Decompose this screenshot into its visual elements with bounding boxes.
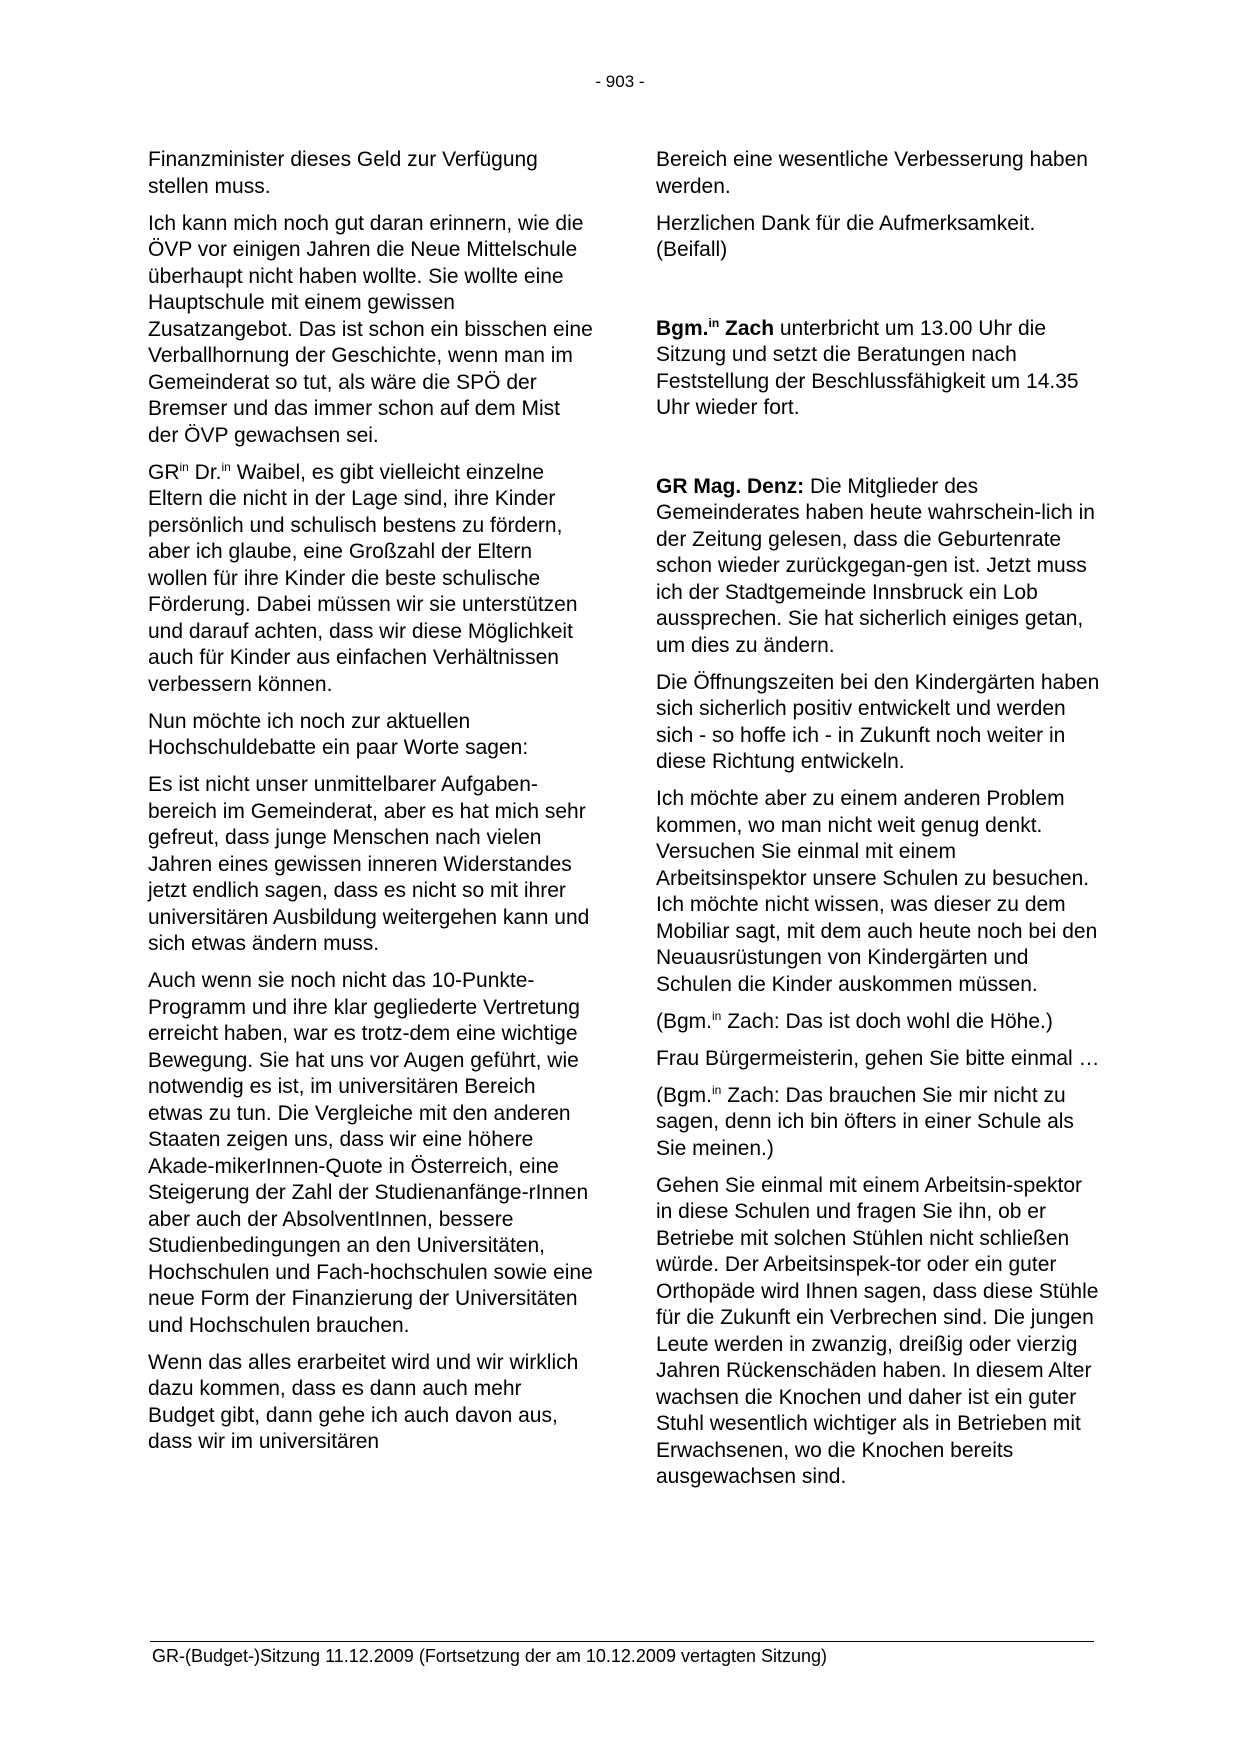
left-column bbox=[148, 147, 593, 1466]
text: Zach: Das brauchen Sie mir nicht zu sagen, denn ich bin öfters in einer Schule als Sie meinen.) bbox=[656, 1083, 1074, 1160]
paragraph: Nun möchte ich noch zur aktuellen Hochschuldebatte ein paar Worte sagen: bbox=[148, 709, 529, 759]
paragraph: Auch wenn sie noch nicht das 10-Punkte-Programm und ihre klar gegliederte Vertretung erreicht haben, war es trotz-dem eine wichtige Bewegung. Sie hat uns vor Augen geführt, wie notwendig es ist, im universitären Bereich etwas zu tun. Die Vergleiche mit den anderen Staaten zeigen uns, dass wir eine höhere Akade-mikerInnen-Quote in Österreich, eine Steigerung der Zahl der Studienanfänge-rInnen aber auch der AbsolventInnen, bessere Studienbedingungen an den Universitäten, Hochschulen und Fach-hochschulen sowie eine neue Form der Finanzierung der Universitäten und Hochschulen brauchen. bbox=[148, 969, 593, 1337]
text: Zach: Das ist doch wohl die Höhe.) bbox=[721, 1009, 1053, 1033]
text: Waibel, es gibt vielleicht einzelne Eltern die nicht in der Lage sind, ihre Kinder persönlich und schulisch bestens zu fördern, aber ich glaube, eine Großzahl der Eltern wollen für ihre Kinder die beste schulische Förderung. Dabei müssen wir sie unterstützen und darauf achten, dass wir diese Möglichkeit auch für Kinder aus einfachen Verhältnissen verbessern können. bbox=[148, 460, 578, 696]
paragraph: Gehen Sie einmal mit einem Arbeitsin-spektor in diese Schulen und fragen Sie ihn, ob er Betriebe mit solchen Stühlen nicht schließen würde. Der Arbeitsinspek-tor oder ein guter Orthopäde wird Ihnen sagen, dass diese Stühle für die Zukunft ein Verbrechen sind. Die jungen Leute werden in zwanzig, dreißig oder vierzig Jahren Rückenschäden haben. In diesem Alter wachsen die Knochen und daher ist ein guter Stuhl wesentlich wichtiger als in Betrieben mit Erwachsenen, wo die Knochen bereits ausgewachsen sind. bbox=[656, 1173, 1099, 1488]
superscript: in bbox=[708, 315, 720, 330]
page-number: - 903 - bbox=[595, 72, 645, 91]
text: GR bbox=[148, 460, 180, 484]
text: (Bgm. bbox=[656, 1083, 713, 1107]
paragraph: Herzlichen Dank für die Aufmerksamkeit. (Beifall) bbox=[656, 211, 1036, 261]
paragraph-address-waibel bbox=[148, 460, 593, 699]
text: unterbricht um 13.00 Uhr die Sitzung und setzt die Beratungen nach Feststellung der Beschlussfähigkeit um 14.35 Uhr wieder fort. bbox=[656, 316, 1079, 419]
paragraph: Ich kann mich noch gut daran erinnern, wie die ÖVP vor einigen Jahren die Neue Mittelschule überhaupt nicht haben wollte. Sie wollte eine Hauptschule mit einem gewissen Zusatzangebot. Das ist schon ein bisschen eine Verballhornung der Geschichte, wenn man im Gemeinderat so tut, als wäre die SPÖ der Bremser und das immer schon auf dem Mist der ÖVP gewachsen sei. bbox=[148, 211, 593, 447]
superscript: in bbox=[712, 1082, 722, 1097]
paragraph: Die Öffnungszeiten bei den Kindergärten haben sich sicherlich positiv entwickelt und werden sich - so hoffe ich - in Zukunft noch weiter in diese Richtung entwickeln. bbox=[656, 670, 1100, 773]
interjection bbox=[656, 1083, 1101, 1163]
paragraph: Bereich eine wesentliche Verbesserung haben werden. bbox=[656, 148, 1088, 198]
footer: GR-(Budget-)Sitzung 11.12.2009 (Fortsetzung der am 10.12.2009 vertagten Sitzung) bbox=[152, 1646, 828, 1666]
right-column bbox=[656, 147, 1101, 1501]
speaker-name: GR Mag. Denz: bbox=[656, 474, 805, 498]
footer-divider bbox=[150, 1641, 1094, 1642]
session-break-note bbox=[656, 316, 1101, 422]
paragraph: Finanzminister dieses Geld zur Verfügung stellen muss. bbox=[148, 148, 538, 198]
speaker-name: Bgm. bbox=[656, 316, 709, 340]
superscript: in bbox=[221, 459, 231, 474]
paragraph: Es ist nicht unser unmittelbarer Aufgaben-bereich im Gemeinderat, aber es hat mich sehr gefreut, dass junge Menschen nach vielen Jahren eines gewissen inneren Widerstandes jetzt endlich sagen, dass es nicht so mit ihrer universitären Ausbildung weitergehen kann und sich etwas ändern muss. bbox=[148, 773, 590, 955]
text: Die Mitglieder des Gemeinderates haben heute wahrschein-lich in der Zeitung gelesen, dass die Geburtenrate schon wieder zurückgegan-gen ist. Jetzt muss ich der Stadtgemeinde Innsbruck ein Lob aussprechen. Sie hat sicherlich einiges getan, um dies zu ändern. bbox=[656, 474, 1095, 657]
text: (Bgm. bbox=[656, 1009, 713, 1033]
superscript: in bbox=[712, 1008, 722, 1023]
speaker-name: Zach bbox=[719, 316, 775, 340]
paragraph: Wenn das alles erarbeitet wird und wir wirklich dazu kommen, dass es dann auch mehr Budget gibt, dann gehe ich auch davon aus, dass wir im universitären bbox=[148, 1350, 579, 1453]
paragraph: Ich möchte aber zu einem anderen Problem kommen, wo man nicht weit genug denkt. Versuchen Sie einmal mit einem Arbeitsinspektor unsere Schulen zu besuchen. Ich möchte nicht wissen, was dieser zu dem Mobiliar sagt, mit dem auch heute noch bei den Neuausrüstungen von Kindergärten und Schulen die Kinder auskommen müssen. bbox=[656, 787, 1098, 996]
interjection bbox=[656, 1009, 1101, 1036]
text: Dr. bbox=[188, 460, 222, 484]
paragraph: Frau Bürgermeisterin, gehen Sie bitte einmal … bbox=[656, 1046, 1100, 1070]
speech-start bbox=[656, 474, 1101, 660]
superscript: in bbox=[179, 459, 189, 474]
